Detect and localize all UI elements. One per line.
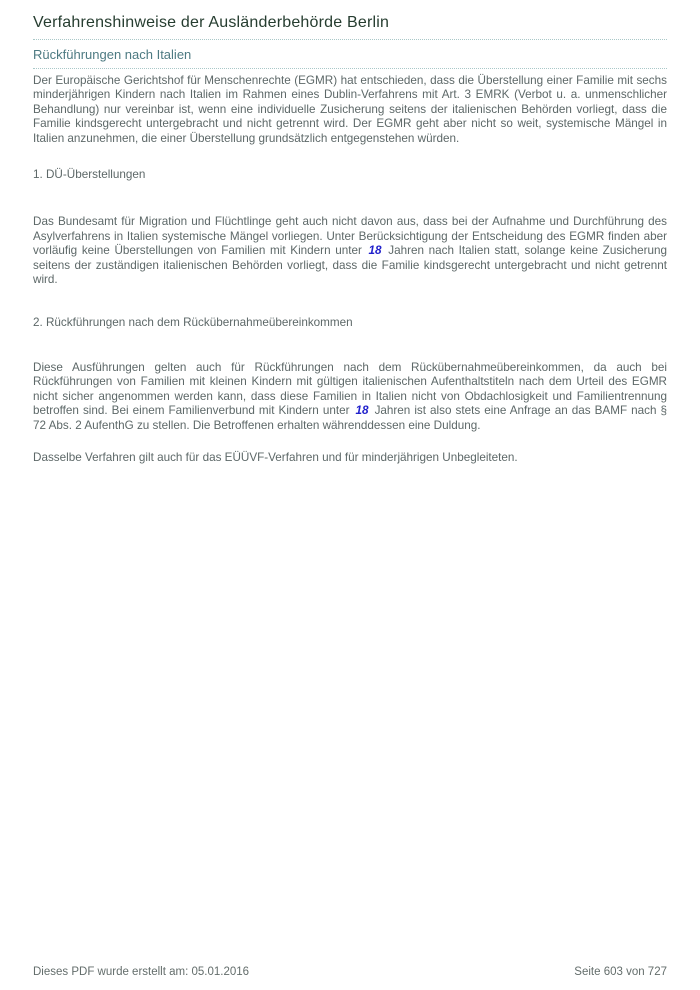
page-footer [33,966,667,978]
paragraph-rueckuebernahme [33,361,667,433]
section-title: Rückführungen nach Italien [33,47,667,69]
page-title: Verfahrenshinweise der Ausländerbehörde Berlin [33,14,667,40]
paragraph-text: Diese Ausführungen gelten auch für Rückführungen nach dem Rückübernahmeübereinkommen, da auch bei Rückführungen von Familien mit kleinen Kindern mit gültigen italienischen Aufenthaltstiteln nach dem Urteil des EGMR nicht sicher angenommen werden kann, dass diese Familien in Italien nicht von Obdachlosigkeit und Familientrennung betroffen sind. Bei einem Familienverbund mit Kindern unter [33,360,667,418]
paragraph-egmr-decision: Der Europäische Gerichtshof für Menschenrechte (EGMR) hat entschieden, dass die Überstellung einer Familie mit sechs minderjährigen Kindern nach Italien im Rahmen eines Dublin-Verfahrens mit Art. 3 EMRK (Verbot u. a. unmenschlicher Behandlung) nur vereinbar ist, wenn eine individuelle Zusicherung seitens der italienischen Behörden vorliegt, dass die Familie kindsgerecht untergebracht und nicht getrennt wird. Der EGMR geht aber nicht so weit, systemische Mängel in Italien anzunehmen, die einer Überstellung grundsätzlich entgegenstehen würden. [33,74,667,145]
footer-created-date: Dieses PDF wurde erstellt am: 05.01.2016 [33,966,250,978]
paragraph-text: Das Bundesamt für Migration und Flüchtlinge geht auch nicht davon aus, dass bei der Aufnahme und Durchführung des Asylverfahrens in Italien systemische Mängel vorliegen. Unter Berücksichtigung der Entscheidung des EGMR finden aber vorläufig keine Überstellungen von Familien mit Kindern unter [33,215,667,258]
paragraph-text: Jahren nach Italien statt, solange keine Zusicherung seitens der zuständigen italienischen Behörden vorliegt, dass die Familie kindsgerecht untergebracht und nicht getrennt wird. [33,244,667,287]
footer-page-number: Seite 603 von 727 [574,966,667,978]
link-18-familienverbund[interactable]: 18 [355,404,369,418]
paragraph-bamf [33,215,667,287]
link-18-dublin[interactable]: 18 [368,244,382,258]
heading-rueckfuehrungen: 2. Rückführungen nach dem Rückübernahmeübereinkommen [33,316,353,330]
heading-du-ueberstellungen: 1. DÜ-Überstellungen [33,168,146,182]
paragraph-euuvf: Dasselbe Verfahren gilt auch für das EÜÜVF-Verfahren und für minderjährigen Unbegleiteten. [33,450,518,464]
paragraph-text: Jahren ist also stets eine Anfrage an das BAMF nach § 72 Abs. 2 AufenthG zu stellen. Die Betroffenen erhalten währenddessen eine Duldung. [33,404,667,432]
